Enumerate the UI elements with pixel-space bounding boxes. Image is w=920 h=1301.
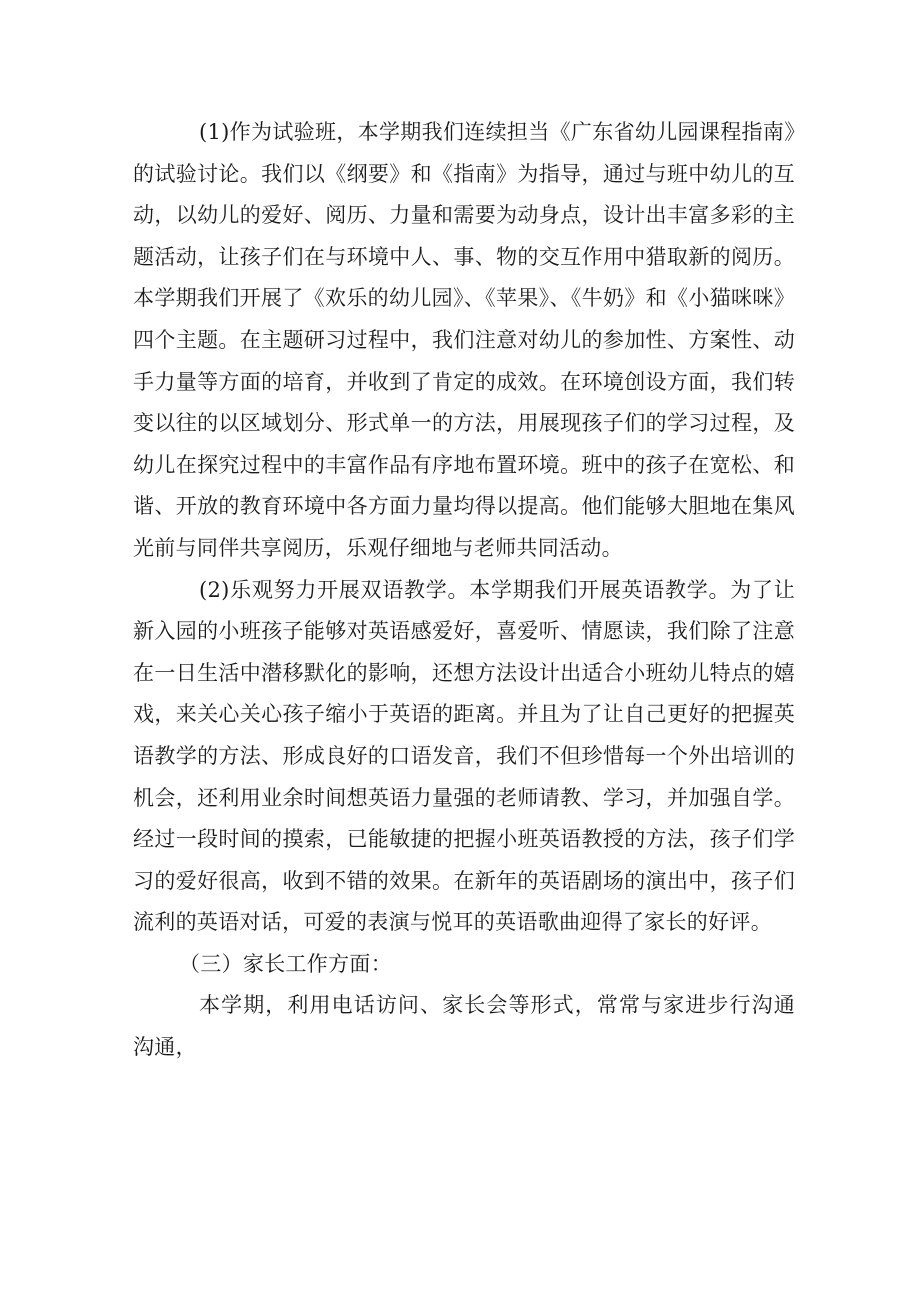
paragraph-bilingual-teaching: (2)乐观努力开展双语教学。本学期我们开展英语教学。为了让新入园的小班孩子能够对英语感爱好，喜爱听、情愿读，我们除了注意在一日生活中潜移默化的影响，还想方法设计出适合小班幼儿特点的嬉戏，来关心关心孩子缩小于英语的距离。并且为了让自己更好的把握英语教学的方法、形成良好的口语发音，我们不但珍惜每一个外出培训的机会，还利用业余时间想英语力量强的老师请教、学习，并加强自学。经过一段时间的摸索，已能敏捷的把握小班英语教授的方法，孩子们学习的爱好很高，收到不错的效果。在新年的英语剧场的演出中，孩子们流利的英语对话，可爱的表演与悦耳的英语歌曲迎得了家长的好评。 (133, 577, 795, 935)
paragraph-experiment-class: (1)作为试验班，本学期我们连续担当《广东省幼儿园课程指南》的试验讨论。我们以《纲要》和《指南》为指导，通过与班中幼儿的互动，以幼儿的爱好、阅历、力量和需要为动身点，设计出丰富多彩的主题活动，让孩子们在与环境中人、事、物的交互作用中猎取新的阅历。本学期我们开展了《欢乐的幼儿园》、《苹果》、《牛奶》和《小猫咪咪》四个主题。在主题研习过程中，我们注意对幼儿的参加性、方案性、动手力量等方面的培育，并收到了肯定的成效。在环境创设方面，我们转变以往的以区域划分、形式单一的方法，用展现孩子们的学习过程，及幼儿在探究过程中的丰富作品有序地布置环境。班中的孩子在宽松、和谐、开放的教育环境中各方面力量均得以提高。他们能够大胆地在集风光前与同伴共享阅历，乐观仔细地与老师共同活动。 (133, 120, 795, 560)
document-body (133, 112, 795, 1069)
section-heading-parent-work: （三）家长工作方面： (179, 951, 392, 976)
paragraph-parent-work: 本学期，利用电话访问、家长会等形式，常常与家进步行沟通沟通， (133, 993, 795, 1060)
